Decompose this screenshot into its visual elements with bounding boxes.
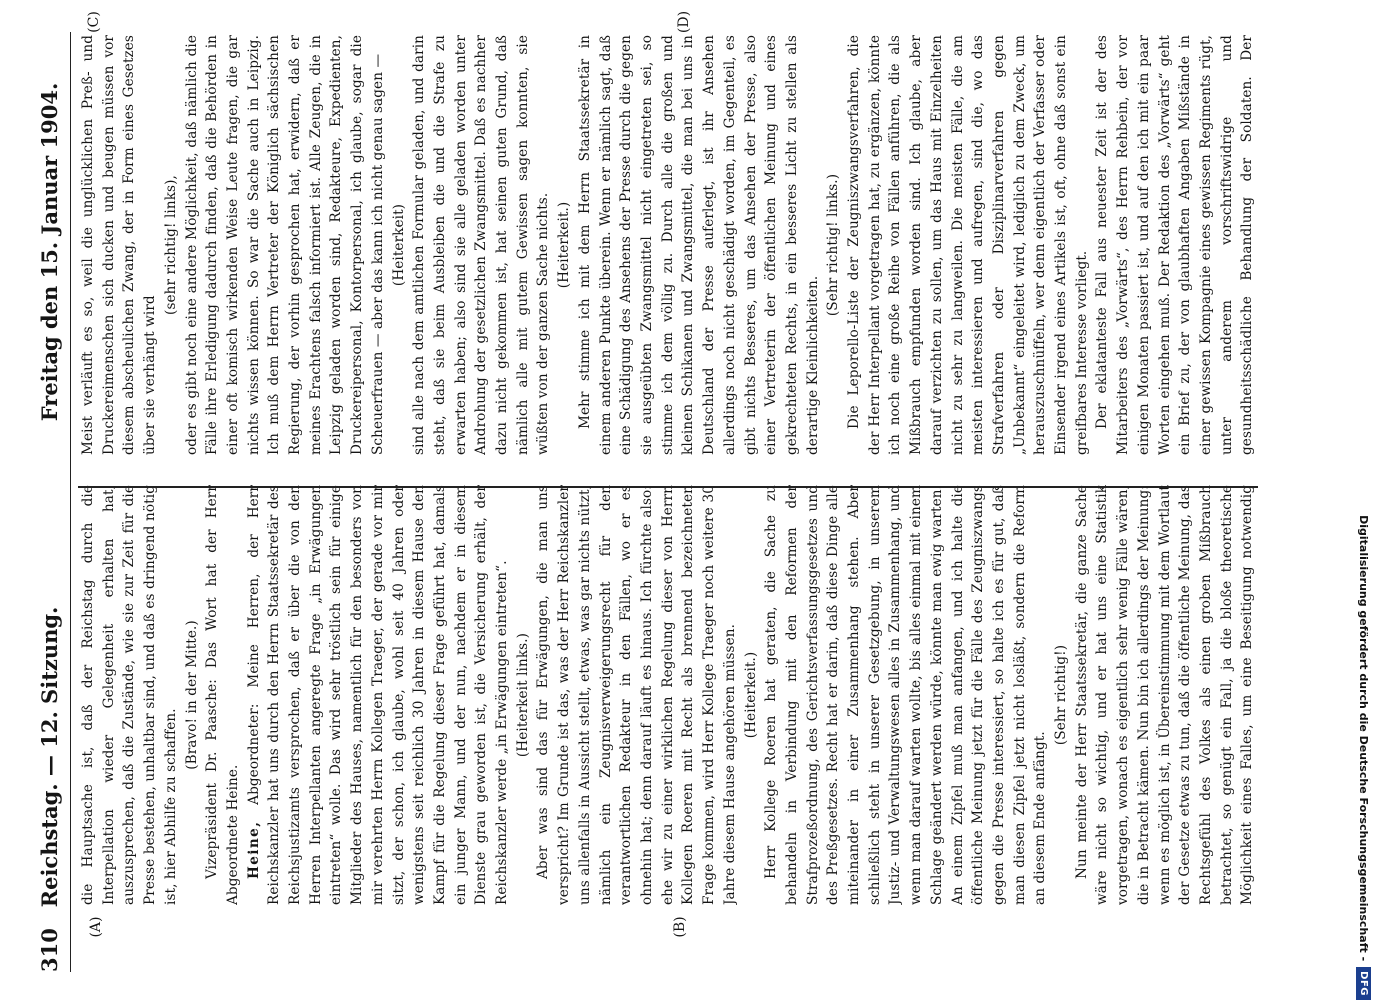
- paragraph-text: Die Leporello-Liste der Zeugniszwangsverfahren, die der Herr Interpellant vorgetragen hat, zu ergänzen, könnte ich noch eine große Reihe von Fällen anführen, die als Mißbrauch empfunden worden sind. Ich glaube, aber darauf verzichten zu sollen, um das Haus mit Einzelheiten nicht zu sehr zu langweilen. Die meisten Fälle, die am meisten interessieren und aufregen, sind die, wo das Strafverfahren oder Disziplinarverfahren gegen „Unbekannt“ eingeleitet wird, lediglich zu dem Zweck, um herauszuschnüffeln, wer denn eigentlich der Verfasser oder Einsender irgend eines Artikels ist, oft, ohne daß sonst ein greifbares Interesse vorliegt.: [846, 35, 1090, 455]
- paragraph-text: Abgeordneter: Meine Herren, der Herr Reichskanzler hat uns durch den Herrn Staatssekretär des Reichsjustizamts versprochen, daß er über die von den Herren Interpellanten angeregte Frage „in Erwägungen eintreten“ wolle. Das wird sehr tröstlich sein für einige Mitglieder des Hauses, namentlich für den besonders von mir verehrten Herrn Kollegen Traeger, der gerade vor mir sitzt, der schon, ich glaube, wohl seit 40 Jahren oder wenigstens seit reichlich 30 Jahren in diesem Hause den Kampf für die Regelung dieser Frage geführt hat, damals ein junger Mann, und der nun, nachdem er in diesem Dienste grau geworden ist, die Versicherung erhält, der Reichskanzler werde „in Erwägungen eintreten“.: [245, 485, 511, 905]
- interjection: [389, 35, 410, 455]
- column-divider: [78, 486, 1258, 488]
- margin-mark-d: (D): [676, 10, 692, 34]
- paragraph: [761, 485, 1051, 905]
- paragraph: [575, 35, 823, 455]
- running-header: [30, 32, 70, 972]
- speaker-name: Heine,: [245, 820, 262, 879]
- paragraph-text: Der eklatanteste Fall aus neuester Zeit ist der des Mitarbeiters des „Vorwärts“, des Herrn Rehbein, der vor einigen Monaten passiert ist, und auf den ich mit ein paar Worten eingehen muß. Der Redaktion des „Vorwärts“ geht ein Brief zu, der von glaubhaften Angaben Mißstände in einer gewissen Kompagnie eines gewissen Regiments rügt, unter anderem vorschriftswidrige und gesundheitsschädliche Behandlung der Soldaten. Der: [1094, 35, 1256, 455]
- paragraph-text: oder es gibt noch eine andere Möglichkeit, daß nämlich die Fälle ihre Erledigung dadurch finden, daß die Behörden in einer oft komisch wirkenden Weise Leute fragen, die gar nichts wissen können. So war die Sache auch in Leipzig. Ich muß dem Herrn Vertreter der Königlich sächsischen Regierung, der vorhin gesprochen hat, erwidern, daß er meines Erachtens falsch informiert ist. Alle Zeugen, die in Leipzig geladen worden sind, Redakteure, Expedienten, Druckereipersonal, Kontorpersonal, ich glaube, sogar die Scheuerfrauen — aber das kann ich nicht genau sagen —: [183, 35, 386, 455]
- paragraph: [244, 485, 513, 905]
- digitization-stamp: [1353, 0, 1375, 1000]
- interjection: [1051, 485, 1072, 905]
- left-text-column: [78, 485, 1256, 905]
- margin-mark-c: (C): [86, 11, 102, 33]
- margin-mark-b: (B): [672, 916, 688, 938]
- paragraph: [533, 485, 740, 905]
- interjection: [161, 35, 182, 455]
- margin-mark-a: (A): [88, 916, 104, 938]
- paragraph-text: (Sehr richtig!): [1053, 644, 1070, 746]
- paragraph-text: (Heiterkeit links.): [514, 632, 531, 758]
- stamp-text: Digitalisierung gefördert durch die Deutsche Forschungsgemeinschaft -: [1357, 515, 1371, 962]
- interjection: [554, 35, 575, 455]
- right-text-column: [78, 35, 1256, 455]
- paragraph-text: die Hauptsache ist, daß der Reichstag durch die Interpellation wieder Gelegenheit erhalten hat, auszusprechen, daß die Zustände, wie sie zur Zeit für die Presse bestehen, unhaltbar sind, und daß es dringend nötig ist, hier Abhilfe zu schaffen.: [80, 485, 179, 905]
- interjection: [741, 485, 762, 905]
- paragraph-text: (Heiterkeit.): [556, 201, 573, 289]
- paragraph: [182, 35, 389, 455]
- paragraph-text: (Heiterkeit): [390, 203, 407, 287]
- paragraph: [202, 485, 243, 905]
- interjection: [823, 35, 844, 455]
- interjection: [182, 485, 203, 905]
- page-number: 310: [37, 928, 62, 972]
- session-title: Reichstag. — 12. Sitzung.: [37, 606, 62, 908]
- paragraph-text: (Heiterkeit.): [742, 651, 759, 739]
- paragraph-text: (sehr richtig! links),: [162, 175, 179, 315]
- paragraph-text: Herr Kollege Roeren hat geraten, die Sache zu behandeln in Verbindung mit den Reformen der Strafprozeßordnung, des Gerichtsverfassungsgesetzes und des Preßgesetzes. Recht hat er darin, daß diese Dinge alle miteinander in einer Zusammenhang stehen. Aber schließlich steht in unserer Gesetzgebung, in unserem Justiz- und Verwaltungswesen alles in Zusammenhang, und wenn man darauf warten wollte, bis alles einmal mit einem Schlage geändert werden würde, könnte man ewig warten. An einem Zipfel muß man anfangen, und ich halte die öffentliche Meinung jetzt für die Fälle des Zeugniszwangs gegen die Presse interessiert, so halte ich es für gut, daß man diesen Zipfel jetzt nicht losläßt, sondern die Reform an diesem Ende anfängt.: [763, 485, 1049, 905]
- paragraph: [1092, 35, 1256, 455]
- paragraph: [844, 35, 1092, 455]
- paragraph: [409, 35, 554, 455]
- paragraph: [78, 485, 182, 905]
- paragraph-text: Aber was sind das für Erwägungen, die man uns verspricht? Im Grunde ist das, was der Herr Reichskanzler uns allenfalls in Aussicht stellt, etwas, was gar nichts nützt, nämlich ein Zeugnisverweigerungsrecht für den verantwortlichen Redakteur in den Fällen, wo er es ohnehin hat; denn darauf läuft es hinaus. Ich fürchte also: ehe wir zu einer wirklichen Regelung dieser von Herrn Kollegen Roeren mit Recht als brennend bezeichneten Frage kommen, wird Herr Kollege Traeger noch weitere 30 Jahre diesem Hause angehören müssen.: [535, 485, 738, 905]
- paragraph-text: Mehr stimme ich mit dem Herrn Staatssekretär in einem anderen Punkte überein. Wenn er nämlich sagt, daß eine Schädigung des Ansehens der Presse durch die gegen sie ausgeübten Zwangsmittel nicht eingetreten sei, so stimme ich dem völlig zu. Durch alle die großen und kleinen Schikanen und Zwangsmittel, die man bei uns in Deutschland der Presse auferlegt, ist ihr Ansehen allerdings noch nicht geschädigt worden, im Gegenteil, es gibt nichts Besseres, um das Ansehen der Presse, also einer Vertreterin der öffentlichen Meinung und eines gekrechteten Rechts, in ein besseres Licht zu stellen als derartige Kleinlichkeiten.: [576, 35, 821, 455]
- session-date: Freitag den 15. Januar 1904.: [37, 82, 62, 422]
- paragraph-text: Meist verläuft es so, weil die unglücklichen Preß- und Druckereimenschen sich ducken und beugen müssen vor diesem abscheulichen Zwang, der in Form eines Gesetzes über sie verhängt wird: [80, 35, 159, 455]
- header-rule: [70, 32, 71, 972]
- paragraph-text: (Bravo! in der Mitte.): [183, 620, 200, 770]
- paragraph: [1072, 485, 1256, 905]
- dfg-logo: DFG: [1357, 967, 1372, 1000]
- paragraph: [78, 35, 161, 455]
- interjection: [513, 485, 534, 905]
- paragraph-text: Vizepräsident Dr. Paasche: Das Wort hat der Herr Abgeordnete Heine.: [204, 485, 241, 905]
- paragraph-text: sind alle nach dem amtlichen Formular geladen, und darin steht, daß sie beim Ausbleiben die und die Strafe zu erwarten haben; also sind sie alle geladen worden unter Androhung der gesetzlichen Zwangsmittel. Daß es nachher dazu nicht gekommen ist, hat seinen guten Grund, daß nämlich alle mit gutem Gewissen sagen konnten, sie wüßten von der ganzen Sache nichts.: [411, 35, 552, 455]
- paragraph-text: Nun meinte der Herr Staatssekretär, die ganze Sache wäre nicht so wichtig, und er hat uns eine Statistik vorgetragen, wonach es eigentlich sehr wenig Fälle wären, die in Betracht kämen. Nun bin ich allerdings der Meinung: wenn es möglich ist, in Übereinstimmung mit dem Wortlaut der Gesetze etwas zu tun, daß die öffentliche Meinung, das Rechtsgefühl des Volkes als einen groben Mißbrauch betrachtet, so genügt ein Fall, ja die bloße theoretische Möglichkeit eines Falles, um eine Beseitigung notwendig: [1073, 485, 1256, 905]
- paragraph-text: (Sehr richtig! links.): [825, 173, 842, 317]
